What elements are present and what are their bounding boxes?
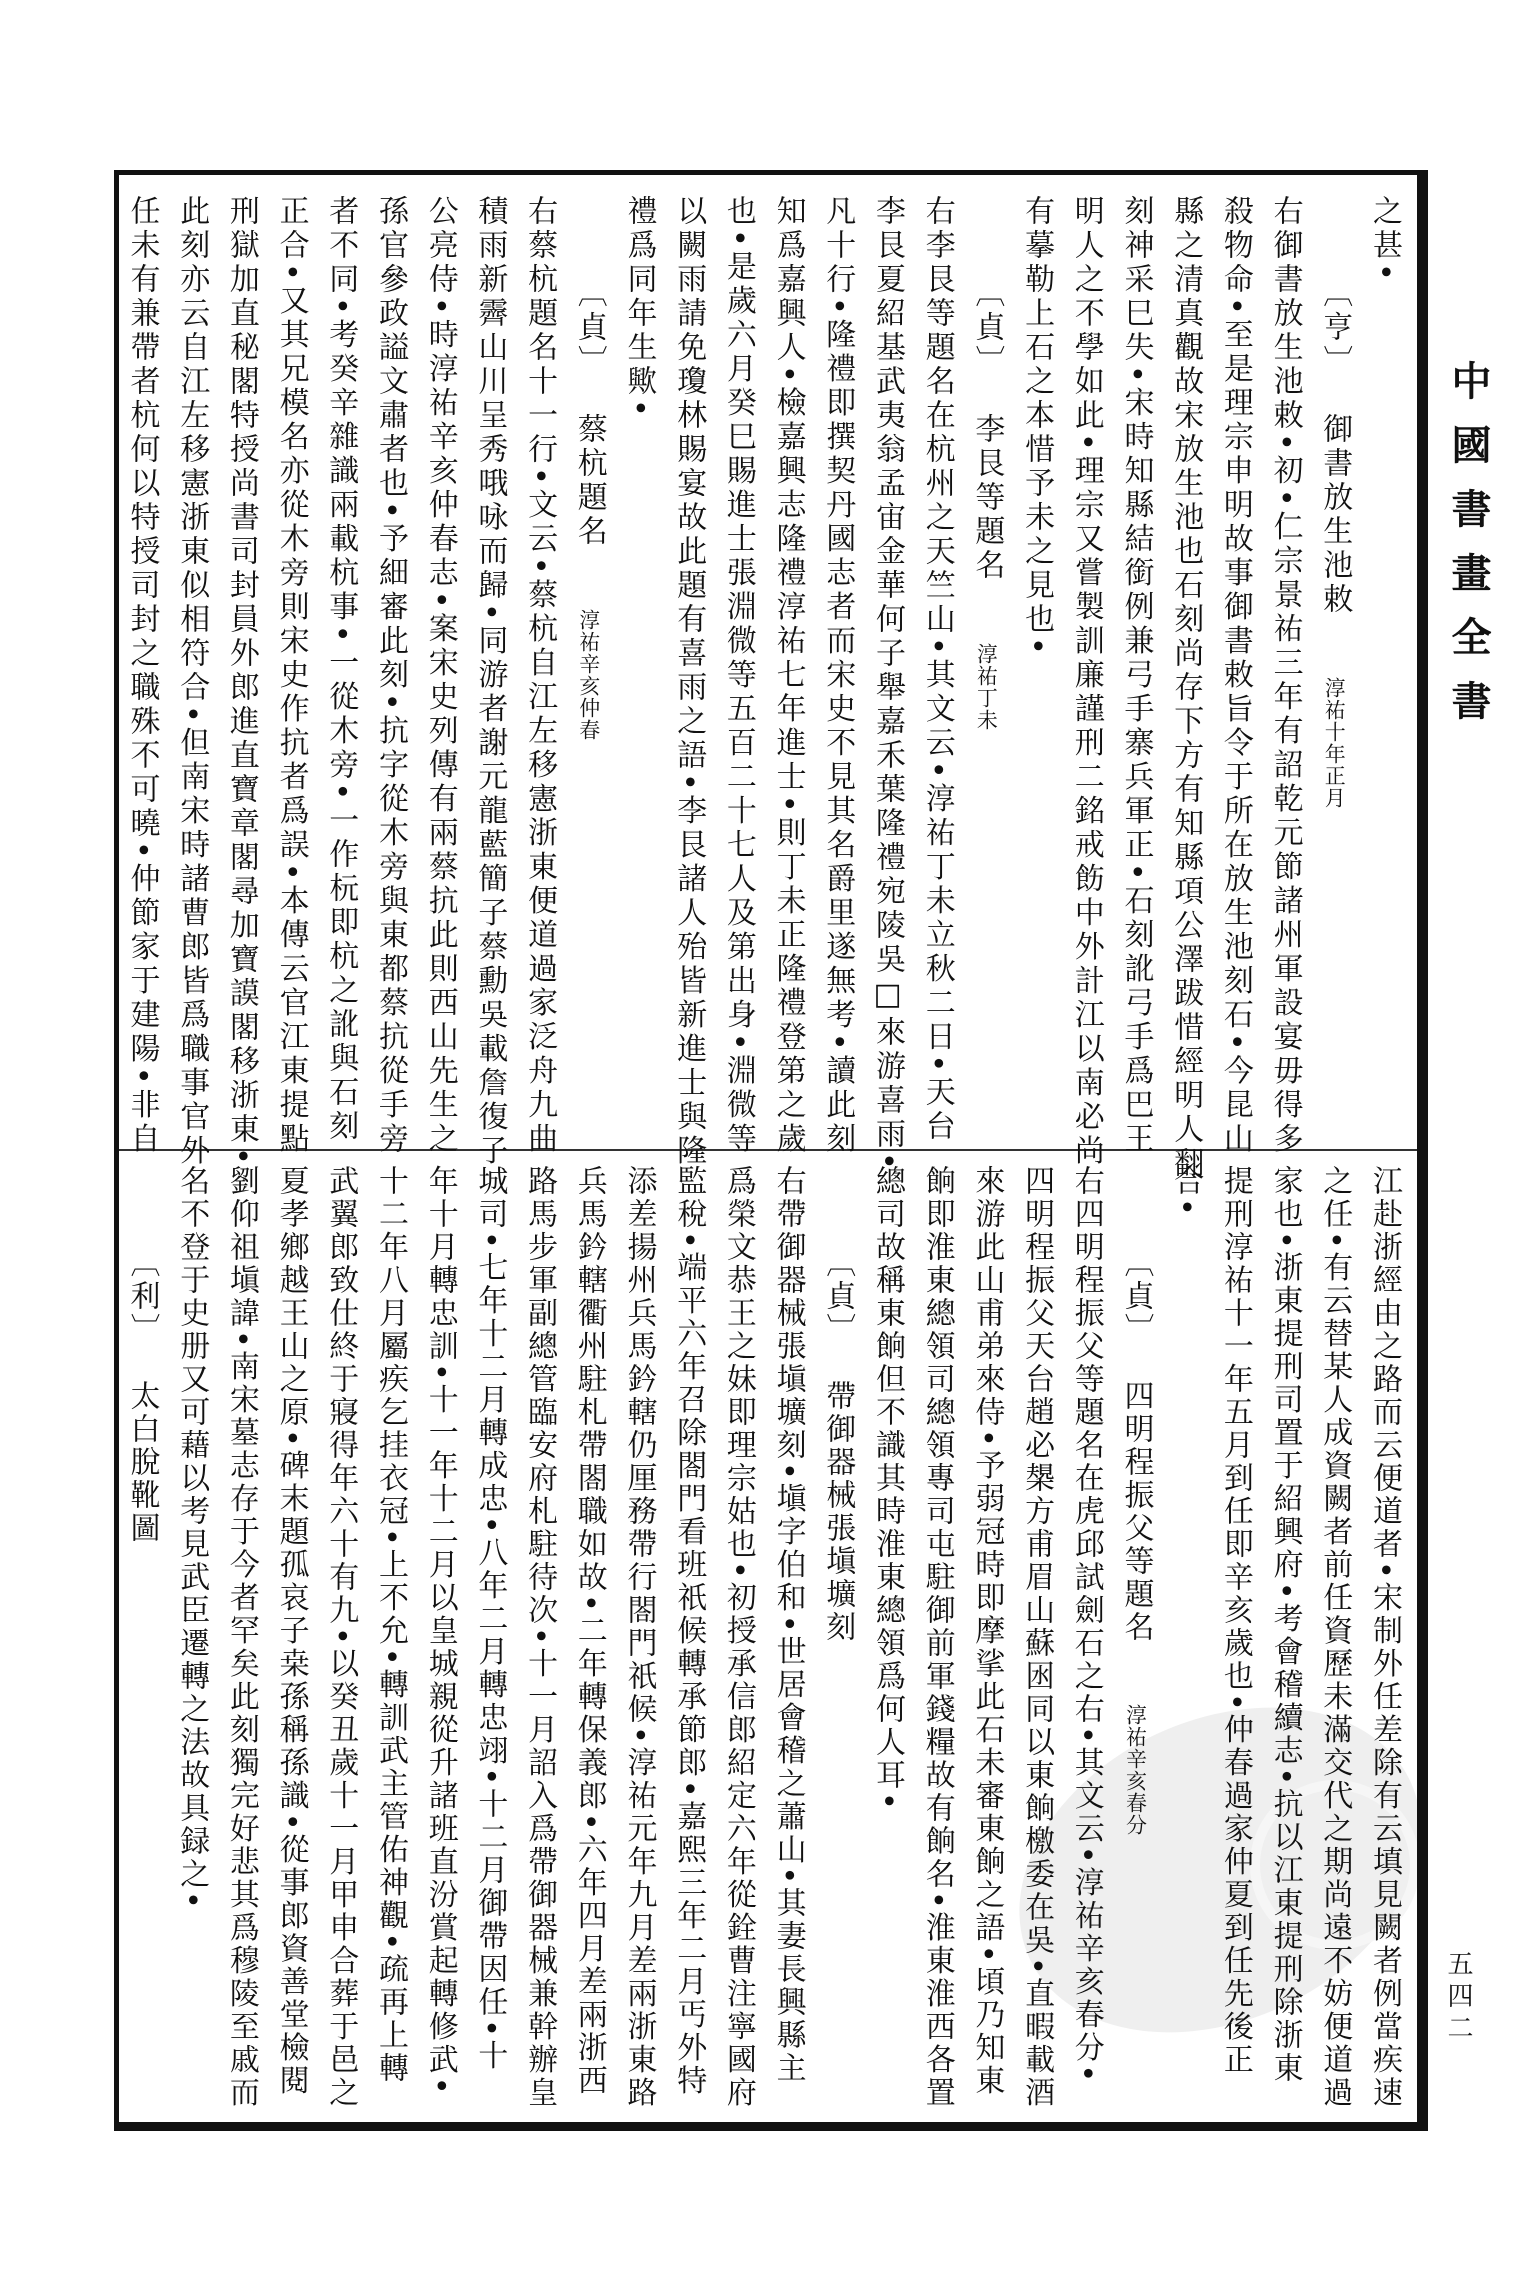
entry-title: 帶御器械張塡壙刻	[820, 1380, 856, 1644]
text-column: 監稅•端平六年召除閤門看班祇候轉承節郎•嘉熙三年二月丐外特	[671, 1165, 707, 2098]
text-column: 之甚•	[1367, 195, 1402, 285]
text-column: 添差揚州兵馬鈐轄仍厘務帶行閤門祇候•淳祐元年九月差兩浙東路	[621, 1165, 657, 2110]
text-column: 來游此山甫弟來侍•予弱冠時即摩挲此石未審東餉之語•頃乃知東	[969, 1165, 1005, 2098]
entry-date-note: 淳祐辛亥仲春	[576, 609, 601, 741]
text-column: 以闕雨請免瓊林賜宴故此題有喜雨之語•李艮諸人殆皆新進士與隆	[671, 195, 707, 1169]
entry-title: 李艮等題名	[969, 413, 1005, 583]
text-column: 兵馬鈐轄衢州駐札帶閤職如故•二年轉保義郎•六年四月差兩浙西	[571, 1165, 607, 2098]
text-column: 刻神采巳失•宋時知縣結銜例兼弓手寨兵軍正•石刻訛弓手爲巴王	[1118, 195, 1154, 1157]
text-column: 任未有兼帶者杭何以特授司封之職殊不可曉•仲節家于建陽•非自	[124, 195, 160, 1157]
text-column: 提刑淳祐十一年五月到任即辛亥歲也•仲春過家仲夏到任先後正	[1217, 1165, 1253, 2077]
text-column: 總司故稱東餉但不識其時淮東總領爲何人耳•	[870, 1165, 905, 1813]
text-column: 禮爲同年生歟•	[621, 195, 657, 421]
series-title: 中國書畫全書	[1445, 360, 1492, 744]
entry-title: 太白脫靴圖	[124, 1380, 160, 1545]
text-column: 者不同•考癸辛雜識兩載杭事•一從木旁•一作杬即杭之訛與石刻	[323, 195, 359, 1145]
text-column: 正合•又其兄模名亦從木旁則宋史作抗者爲誤•本傳云官江東提點	[273, 195, 309, 1157]
text-column: 知爲嘉興人•檢嘉興志隆禮淳祐七年進士•則丁未正隆禮登第之歲	[770, 195, 806, 1157]
text-column: 合•	[1168, 1165, 1204, 1219]
entry-heading-column	[1113, 1165, 1159, 1836]
text-column: 夏孝鄉越王山之原•碑末題孤哀子桒孫稱孫識•從事郎資善堂檢閱	[273, 1165, 309, 2098]
volume-tag: 〔貞〕	[1118, 1247, 1154, 1346]
entry-date-note: 淳祐丁未	[974, 643, 999, 731]
text-column: 凡十行•隆禮即撰契丹國志者而宋史不見其名爵里遂無考•讀此刻	[820, 195, 856, 1157]
entry-heading-column	[814, 1165, 860, 1644]
entry-date-note: 淳祐辛亥春分	[1123, 1704, 1148, 1836]
text-column: 城司•七年十二月轉成忠•八年二月轉忠翊•十二月御帶因任•十	[472, 1165, 508, 2073]
text-column: 李艮夏紹基武夷翁孟宙金華何子舉嘉禾葉隆禮宛陵吳□來游喜雨•	[870, 195, 905, 1174]
volume-tag: 〔亨〕	[1317, 277, 1353, 379]
volume-tag: 〔貞〕	[571, 277, 607, 379]
entry-heading-column	[1311, 195, 1357, 809]
text-column: 武翼郎致仕終于寢得年六十有九•以癸丑歲十一月甲申合葬于邑之	[323, 1165, 359, 2110]
entry-heading-column	[566, 195, 612, 741]
text-column: 劉仰祖塡諱•南宋墓志存于今者罕矣此刻獨完好悲其爲穆陵至戚而	[223, 1165, 259, 2110]
entry-title: 御書放生池敕	[1317, 413, 1353, 617]
entry-heading-column	[119, 1165, 165, 1545]
text-column: 路馬步軍副總管臨安府札駐待次•十一月詔入爲帶御器械兼幹辦皇	[522, 1165, 558, 2110]
text-column: 四明程振父天台趙必槼方甫眉山蘇囦同以東餉檄委在吳•直暇載酒	[1019, 1165, 1055, 2110]
text-column: 刑獄加直秘閣特授尚書司封員外郎進直寶章閣尋加寶謨閣移浙東•	[223, 195, 259, 1169]
text-column: 右四明程振父等題名在虎邱試劍石之右•其文云•淳祐辛亥春分•	[1068, 1165, 1104, 2086]
text-column: 年十月轉忠訓•十一年十二月以皇城親從升諸班直汾賞起轉修武•	[422, 1165, 458, 2098]
text-column: 也•是歲六月癸巳賜進士張淵微等五百二十七人及第出身•淵微等	[720, 195, 756, 1157]
text-column: 江赴浙經由之路而云便道者•宋制外任差除有云填見闕者例當疾速	[1367, 1165, 1402, 2110]
text-column: 有摹勒上石之本惜予未之見也•	[1019, 195, 1055, 659]
text-column: 縣之清真觀故宋放生池也石刻尚存下方有知縣項公澤跋惜經明人翻	[1168, 195, 1204, 1181]
text-column: 餉即淮東總領司總領專司屯駐御前軍錢糧故有餉名•淮東淮西各置	[919, 1165, 955, 2110]
volume-tag: 〔貞〕	[969, 277, 1005, 379]
text-column: 右李艮等題名在杭州之天竺山•其文云•淳祐丁未立秋二日•天台	[919, 195, 955, 1145]
entry-heading-column	[963, 195, 1009, 731]
text-column: 公亮侍•時淳祐辛亥仲春志•案宋史列傳有兩蔡抗此則西山先生之	[422, 195, 458, 1157]
text-column: 此刻亦云自江左移憲浙東似相符合•但南宋時諸曹郎皆爲職事官外	[174, 195, 210, 1169]
text-column: 明人之不學如此•理宗又嘗製訓廉謹刑二銘戒飭中外計江以南必尚	[1068, 195, 1104, 1169]
text-column: 右帶御器械張塡壙刻•塡字伯和•世居會稽之蕭山•其妻長興縣主	[770, 1165, 806, 2086]
text-column: 之任•有云替某人成資闕者前任資歷未滿交代之期尚遠不妨便道過	[1317, 1165, 1353, 2110]
entry-title: 四明程振父等題名	[1118, 1380, 1154, 1644]
text-column: 殺物命•至是理宗申明故事御書敕旨令于所在放生池刻石•今昆山	[1217, 195, 1253, 1157]
text-column: 十二年八月屬疾乞挂衣冠•上不允•轉訓武主管佑神觀•疏再上轉	[373, 1165, 408, 2086]
text-column: 家也•浙東提刑司置于紹興府•考會稽續志•抗以江東提刑除浙東	[1267, 1165, 1303, 2086]
text-column: 孫官參政謚文肅者也•予細審此刻•抗字從木旁與東都蔡抗從手旁	[373, 195, 408, 1157]
lower-text-block	[119, 1165, 1417, 2115]
upper-text-block	[119, 195, 1417, 1181]
volume-tag: 〔貞〕	[820, 1247, 856, 1346]
text-column: 右蔡杭題名十一行•文云•蔡杭自江左移憲浙東便道過家泛舟九曲	[522, 195, 558, 1157]
text-column: 積雨新霽山川呈秀哦咏而歸•同游者謝元龍藍簡子蔡勳吳載詹復子	[472, 195, 508, 1169]
text-column: 名不登于史册又可藉以考見武臣遷轉之法故具録之•	[174, 1165, 210, 1912]
entry-date-note: 淳祐十年正月	[1322, 677, 1347, 809]
text-column: 右御書放生池敕•初•仁宗景祐三年有詔乾元節諸州軍設宴毋得多	[1267, 195, 1303, 1157]
page-number: 五四二	[1443, 1950, 1473, 2046]
entry-title: 蔡杭題名	[571, 413, 607, 549]
volume-tag: 〔利〕	[124, 1247, 160, 1346]
text-column: 爲榮文恭王之妹即理宗姑也•初授承信郎紹定六年從銓曹注寧國府	[720, 1165, 756, 2110]
